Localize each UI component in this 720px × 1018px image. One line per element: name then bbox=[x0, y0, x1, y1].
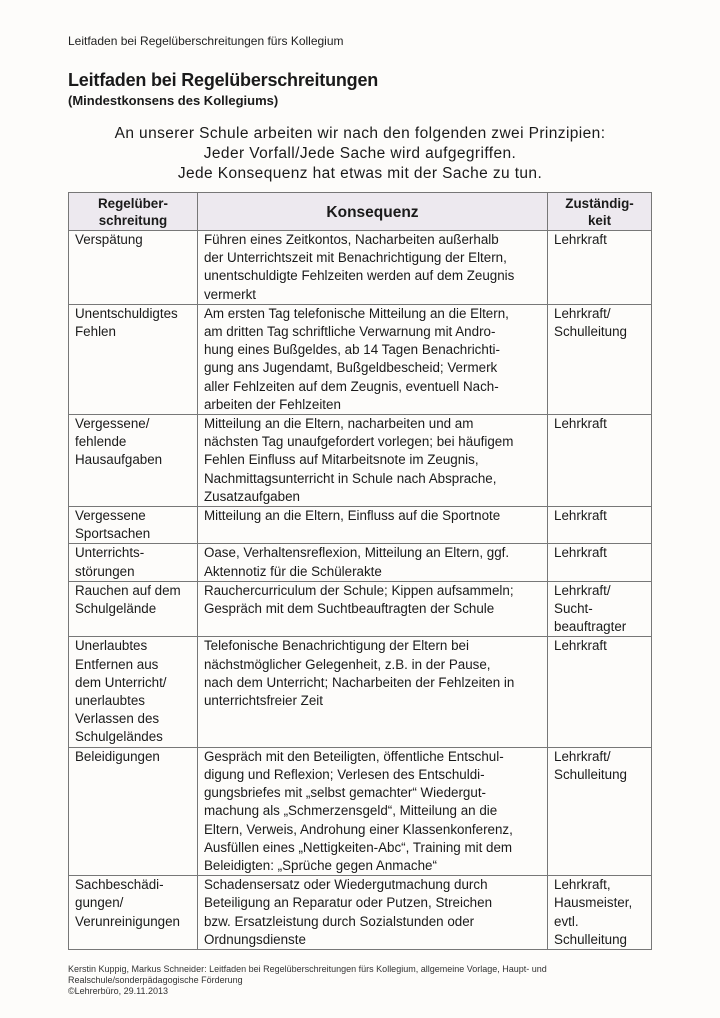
violation-cell bbox=[69, 637, 198, 747]
responsibility-cell bbox=[548, 581, 652, 637]
responsibility-line: Lehrkraft bbox=[554, 232, 607, 247]
violation-line: Unerlaubtes bbox=[75, 638, 148, 654]
consequence-cell bbox=[197, 415, 547, 507]
violation-line: fehlende bbox=[75, 434, 127, 450]
violation-cell bbox=[69, 544, 198, 581]
table-row bbox=[69, 876, 652, 950]
violation-line: Rauchen auf dem bbox=[75, 582, 181, 598]
principle-2: Jede Konsequenz hat etwas mit der Sache zu tun. bbox=[177, 165, 543, 182]
principles-block bbox=[68, 124, 652, 184]
consequence-line: Rauchercurriculum der Schule; Kippen aufsammeln; bbox=[203, 582, 514, 598]
consequence-line: Mitteilung an die Eltern, Einfluss auf die Sportnote bbox=[203, 508, 501, 524]
responsibility-line: Lehrkraft bbox=[554, 508, 607, 524]
header-responsibility bbox=[548, 193, 652, 231]
violation-line: gungen/ bbox=[75, 895, 124, 911]
responsibility-cell bbox=[548, 304, 652, 414]
consequence-line: Schadensersatz oder Wiedergutmachung durch bbox=[203, 877, 488, 893]
consequence-line: nächstmöglicher Gelegenheit, z.B. in der Pause, bbox=[203, 656, 491, 672]
responsibility-line: Lehrkraft bbox=[554, 638, 607, 654]
responsibility-line: Lehrkraft, bbox=[554, 877, 611, 893]
consequence-line: digung und Reflexion; Verlesen des Entschuldi- bbox=[203, 766, 485, 782]
consequence-line: nächsten Tag unaufgefordert vorlegen; bei häufigem bbox=[203, 434, 514, 450]
violation-cell bbox=[69, 231, 198, 305]
table-header-row bbox=[69, 193, 652, 231]
violation-line: Sportsachen bbox=[75, 526, 151, 542]
responsibility-cell bbox=[548, 637, 652, 747]
consequence-line: Eltern, Verweis, Androhung einer Klassenkonferenz, bbox=[203, 821, 513, 837]
violation-line: Vergessene/ bbox=[75, 416, 150, 432]
responsibility-line: Lehrkraft/ bbox=[554, 582, 611, 598]
violation-line: Verlassen des bbox=[75, 711, 160, 727]
violation-cell bbox=[69, 415, 198, 507]
principles-intro: An unserer Schule arbeiten wir nach den folgenden zwei Prinzipien: bbox=[114, 125, 606, 142]
consequence-cell bbox=[197, 747, 547, 875]
responsibility-line: beauftragter bbox=[554, 619, 627, 635]
table-row bbox=[69, 581, 652, 637]
page-header: Leitfaden bei Regelüberschreitungen fürs Kollegium bbox=[68, 34, 344, 48]
violation-line: Verspätung bbox=[75, 232, 143, 247]
responsibility-cell bbox=[548, 544, 652, 581]
consequence-line: Führen eines Zeitkontos, Nacharbeiten außerhalb bbox=[203, 232, 499, 247]
header-responsibility-line: keit bbox=[587, 213, 612, 228]
violation-line: Unterrichts- bbox=[75, 545, 145, 561]
table-row bbox=[69, 304, 652, 414]
responsibility-line: Sucht- bbox=[554, 601, 593, 617]
consequence-line: aller Fehlzeiten auf dem Zeugnis, eventuell Nach- bbox=[203, 378, 499, 394]
consequence-line: am dritten Tag schriftliche Verwarnung mit Andro- bbox=[203, 324, 496, 340]
consequence-line: bzw. Ersatzleistung durch Sozialstunden oder bbox=[203, 913, 475, 929]
table-row bbox=[69, 637, 652, 747]
violation-cell bbox=[69, 304, 198, 414]
consequence-line: Gespräch mit dem Suchtbeauftragten der Schule bbox=[203, 601, 495, 617]
header-violation-line: schreitung bbox=[98, 213, 168, 228]
violation-cell bbox=[69, 747, 198, 875]
consequence-cell bbox=[197, 544, 547, 581]
page-footer bbox=[68, 964, 658, 997]
violation-line: Schulgelände bbox=[75, 601, 157, 617]
responsibility-line: Schulleitung bbox=[554, 766, 627, 782]
document-subtitle: (Mindestkonsens des Kollegiums) bbox=[68, 93, 279, 108]
consequence-line: Beteiligung an Reparatur oder Putzen, Streichen bbox=[203, 895, 493, 911]
violation-line: Beleidigungen bbox=[75, 748, 160, 764]
rules-table-body bbox=[69, 231, 652, 950]
responsibility-cell bbox=[548, 415, 652, 507]
violation-line: Hausaufgaben bbox=[75, 452, 163, 468]
responsibility-cell bbox=[548, 747, 652, 875]
consequence-cell bbox=[197, 581, 547, 637]
violation-line: Schulgeländes bbox=[75, 729, 163, 745]
violation-line: unerlaubtes bbox=[75, 693, 145, 709]
responsibility-line: Lehrkraft/ bbox=[554, 748, 611, 764]
table-row bbox=[69, 231, 652, 305]
responsibility-line: Schulleitung bbox=[554, 931, 627, 947]
header-violation bbox=[69, 193, 198, 231]
consequence-line: gungsbriefes mit „selbst gemachter“ Wiedergut- bbox=[203, 785, 486, 801]
document-title: Leitfaden bei Regelüberschreitungen bbox=[68, 70, 379, 90]
consequence-line: Zusatzaufgaben bbox=[203, 488, 300, 504]
consequence-line: Mitteilung an die Eltern, nacharbeiten und am bbox=[203, 416, 474, 432]
responsibility-cell bbox=[548, 231, 652, 305]
consequence-cell bbox=[197, 876, 547, 950]
principle-1: Jeder Vorfall/Jede Sache wird aufgegriffen. bbox=[203, 145, 517, 162]
responsibility-cell bbox=[548, 876, 652, 950]
consequence-cell bbox=[197, 304, 547, 414]
violation-line: Sachbeschädi- bbox=[75, 877, 164, 893]
table-row bbox=[69, 415, 652, 507]
responsibility-line: Lehrkraft/ bbox=[554, 305, 611, 321]
consequence-line: Ordnungsdienste bbox=[203, 931, 306, 947]
header-violation-line: Regelüber- bbox=[97, 196, 168, 211]
consequence-line: Gespräch mit den Beteiligten, öffentliche Entschul- bbox=[203, 748, 504, 764]
violation-line: Vergessene bbox=[75, 508, 146, 524]
footer-line: Realschule/sonderpädagogische Förderung bbox=[68, 975, 243, 985]
consequence-line: Am ersten Tag telefonische Mitteilung an die Eltern, bbox=[203, 305, 509, 321]
violation-line: störungen bbox=[75, 563, 135, 579]
consequence-line: Oase, Verhaltensreflexion, Mitteilung an Eltern, ggf. bbox=[203, 545, 510, 561]
responsibility-line: Lehrkraft bbox=[554, 545, 607, 561]
footer-line: Kerstin Kuppig, Markus Schneider: Leitfaden bei Regelüberschreitungen fürs Kollegium, allgemeine Vorlage, Haupt- und bbox=[68, 964, 547, 974]
consequence-line: Beleidigten: „Sprüche gegen Anmache“ bbox=[203, 857, 437, 873]
responsibility-cell bbox=[548, 507, 652, 544]
table-row bbox=[69, 507, 652, 544]
consequence-line: hung eines Bußgeldes, ab 14 Tagen Benachrichti- bbox=[203, 342, 500, 358]
violation-cell bbox=[69, 581, 198, 637]
consequence-line: nach dem Unterricht; Nacharbeiten der Fehlzeiten in bbox=[203, 674, 515, 690]
header-responsibility-line: Zuständig- bbox=[565, 196, 634, 211]
header-consequence: Konsequenz bbox=[197, 193, 547, 231]
consequence-line: arbeiten der Fehlzeiten bbox=[203, 396, 341, 412]
consequence-line: der Unterrichtszeit mit Benachrichtigung der Eltern, bbox=[203, 250, 507, 266]
violation-line: dem Unterricht/ bbox=[75, 674, 167, 690]
responsibility-line: Hausmeister, bbox=[554, 895, 633, 911]
responsibility-line: Schulleitung bbox=[554, 324, 627, 340]
consequence-cell bbox=[197, 231, 547, 305]
violation-cell bbox=[69, 507, 198, 544]
consequence-line: unentschuldigte Fehlzeiten werden auf dem Zeugnis bbox=[203, 268, 515, 284]
rules-table bbox=[68, 192, 652, 950]
violation-cell bbox=[69, 876, 198, 950]
table-row bbox=[69, 747, 652, 875]
consequence-line: Telefonische Benachrichtigung der Eltern bei bbox=[203, 638, 469, 654]
consequence-line: Ausfüllen eines „Nettigkeiten-Abc“, Training mit dem bbox=[203, 839, 513, 855]
violation-line: Unentschuldigtes bbox=[75, 305, 178, 321]
consequence-line: vermerkt bbox=[203, 286, 257, 302]
consequence-cell bbox=[197, 637, 547, 747]
consequence-cell bbox=[197, 507, 547, 544]
table-row bbox=[69, 544, 652, 581]
violation-line: Fehlen bbox=[75, 324, 116, 340]
consequence-line: gung ans Jugendamt, Bußgeldbescheid; Vermerk bbox=[203, 360, 498, 376]
responsibility-line: Lehrkraft bbox=[554, 416, 607, 432]
violation-line: Verunreinigungen bbox=[75, 913, 180, 929]
violation-line: Entfernen aus bbox=[75, 656, 159, 672]
consequence-line: Nachmittagsunterricht in Schule nach Absprache, bbox=[203, 470, 497, 486]
footer-line: ©Lehrerbüro, 29.11.2013 bbox=[68, 986, 169, 996]
consequence-line: Aktennotiz für die Schülerakte bbox=[203, 563, 382, 579]
consequence-line: Fehlen Einfluss auf Mitarbeitsnote im Zeugnis, bbox=[203, 452, 479, 468]
consequence-line: unterrichtsfreier Zeit bbox=[203, 693, 324, 709]
responsibility-line: evtl. bbox=[554, 913, 579, 929]
consequence-line: machung als „Schmerzensgeld“, Mitteilung an die bbox=[203, 803, 498, 819]
